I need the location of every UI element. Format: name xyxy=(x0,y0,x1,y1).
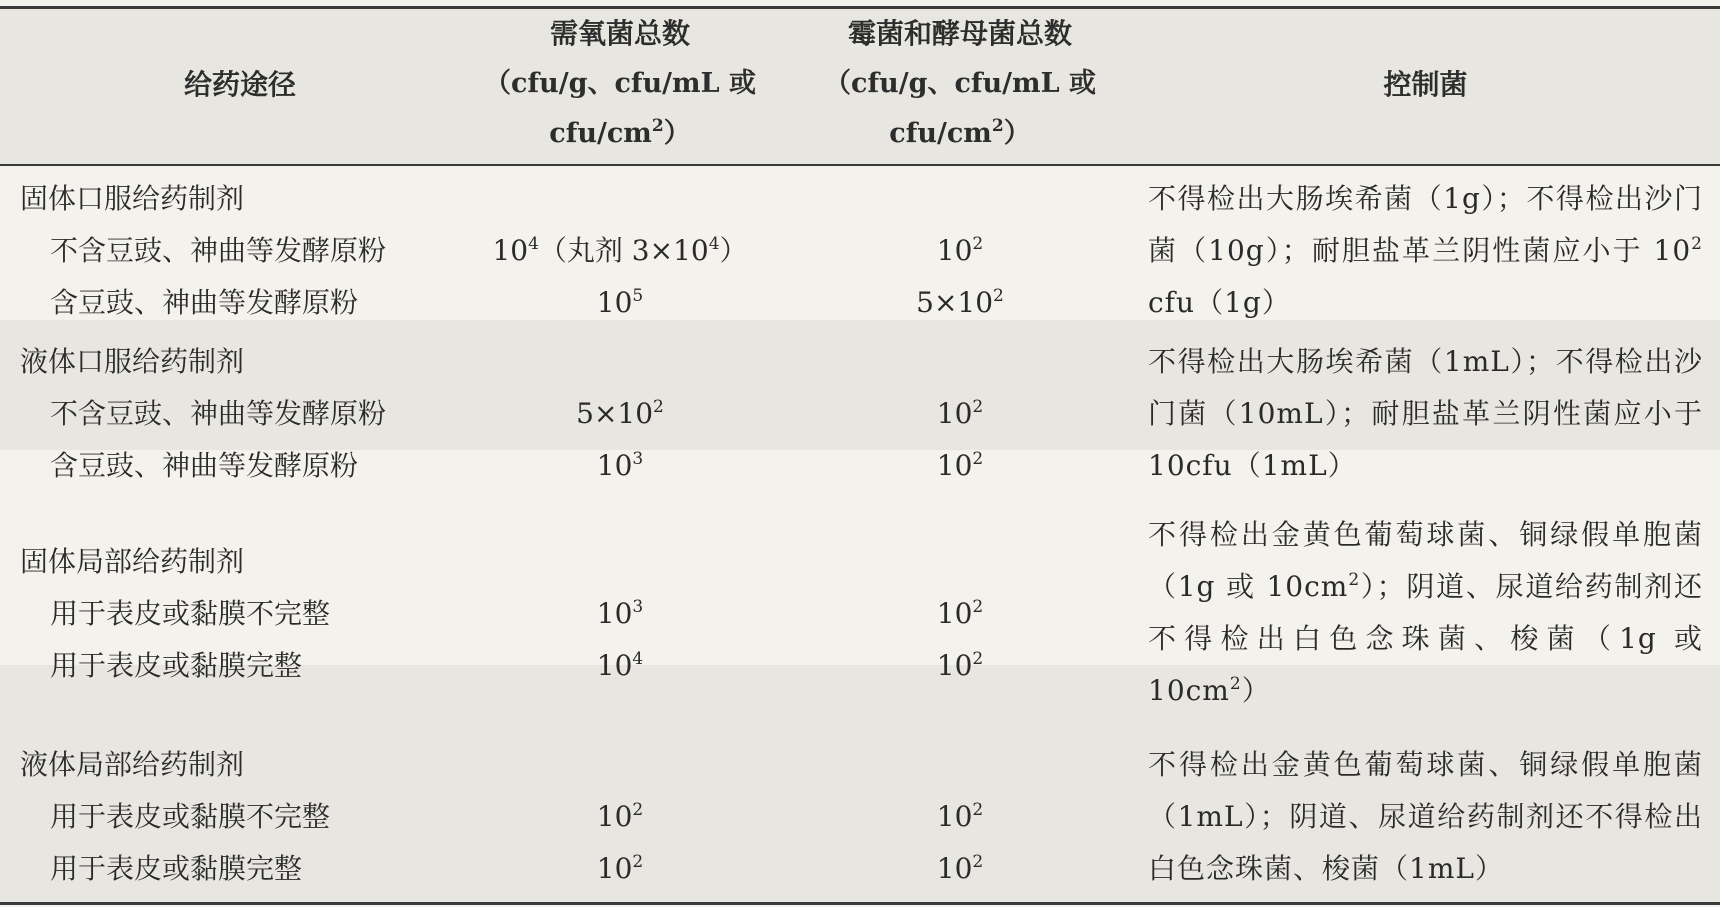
group-1-row-1-label: 不含豆豉、神曲等发酵原粉 xyxy=(50,234,387,267)
header-aerobic-title: 需氧菌总数 xyxy=(549,17,690,50)
group-2-row-1-aerobic: $5\times 10^2$ xyxy=(576,397,664,430)
table-bottom-rule xyxy=(0,902,1720,905)
group-1-row-1-mold: $10^2$ xyxy=(936,234,984,267)
group-1-row-1-aerobic: $10^4$（丸剂 $3\times 10^4$） xyxy=(492,234,748,267)
header-control: 控制菌 xyxy=(1383,68,1468,101)
group-1-row-2-mold: $5\times 10^2$ xyxy=(916,286,1004,319)
group-3-row-2-aerobic: $10^4$ xyxy=(596,649,644,682)
group-4-title: 液体局部给药制剂 xyxy=(20,748,245,781)
header-mold-title: 霉菌和酵母菌总数 xyxy=(847,17,1072,50)
header-route: 给药途径 xyxy=(183,68,296,101)
group-3-row-2-label: 用于表皮或黏膜完整 xyxy=(50,649,303,682)
group-1-control: 不得检出大肠埃希菌（1g）；不得检出沙门菌（10g）；耐胆盐革兰阴性菌应小于 $10^2$ cfu（1g） xyxy=(1148,182,1703,319)
header-aerobic-unit-line1: （cfu/g、cfu/mL 或 xyxy=(484,68,756,99)
group-2-row-1-mold: $10^2$ xyxy=(936,397,984,430)
group-2-row-1-label: 不含豆豉、神曲等发酵原粉 xyxy=(50,397,387,430)
group-4-row-1-mold: $10^2$ xyxy=(936,800,984,833)
group-3-control: 不得检出金黄色葡萄球菌、铜绿假单胞菌（1g 或 $10cm^2$）；阴道、尿道给药制剂还不得检出白色念珠菌、梭菌（1g 或 $10cm^2$） xyxy=(1148,518,1703,707)
group-3-row-1-mold: $10^2$ xyxy=(936,597,984,630)
header-aerobic-unit-line2: cfu/$cm^2$） xyxy=(549,116,691,149)
group-2-row-2-mold: $10^2$ xyxy=(936,449,984,482)
group-1-title: 固体口服给药制剂 xyxy=(20,182,245,215)
group-2-title: 液体口服给药制剂 xyxy=(20,345,245,378)
group-3-row-2-mold: $10^2$ xyxy=(936,649,984,682)
group-1-row-2-aerobic: $10^5$ xyxy=(596,286,644,319)
group-4-row-1-label: 用于表皮或黏膜不完整 xyxy=(50,800,331,833)
group-4-row-1-aerobic: $10^2$ xyxy=(596,800,644,833)
header-aerobic xyxy=(460,9,780,159)
group-3-title: 固体局部给药制剂 xyxy=(20,545,245,578)
group-4-row-2-aerobic: $10^2$ xyxy=(596,852,644,885)
header-mold-unit-line1: （cfu/g、cfu/mL 或 xyxy=(824,68,1096,99)
header-mold-unit-line2: cfu/$cm^2$） xyxy=(889,116,1031,149)
group-4-control: 不得检出金黄色葡萄球菌、铜绿假单胞菌（1mL）；阴道、尿道给药制剂还不得检出白色念珠菌、梭菌（1mL） xyxy=(1148,748,1703,885)
group-4-row-2-label: 用于表皮或黏膜完整 xyxy=(50,852,303,885)
group-3-row-1-label: 用于表皮或黏膜不完整 xyxy=(50,597,331,630)
group-2-control: 不得检出大肠埃希菌（1mL）；不得检出沙门菌（10mL）；耐胆盐革兰阴性菌应小于 10cfu（1mL） xyxy=(1148,345,1703,482)
group-4-row-2-mold: $10^2$ xyxy=(936,852,984,885)
table-header-rule xyxy=(0,164,1720,166)
group-3-row-1-aerobic: $10^3$ xyxy=(596,597,644,630)
group-2-row-2-label: 含豆豉、神曲等发酵原粉 xyxy=(50,449,359,482)
group-1-row-2-label: 含豆豉、神曲等发酵原粉 xyxy=(50,286,359,319)
group-2-row-2-aerobic: $10^3$ xyxy=(596,449,644,482)
header-mold xyxy=(790,9,1130,159)
